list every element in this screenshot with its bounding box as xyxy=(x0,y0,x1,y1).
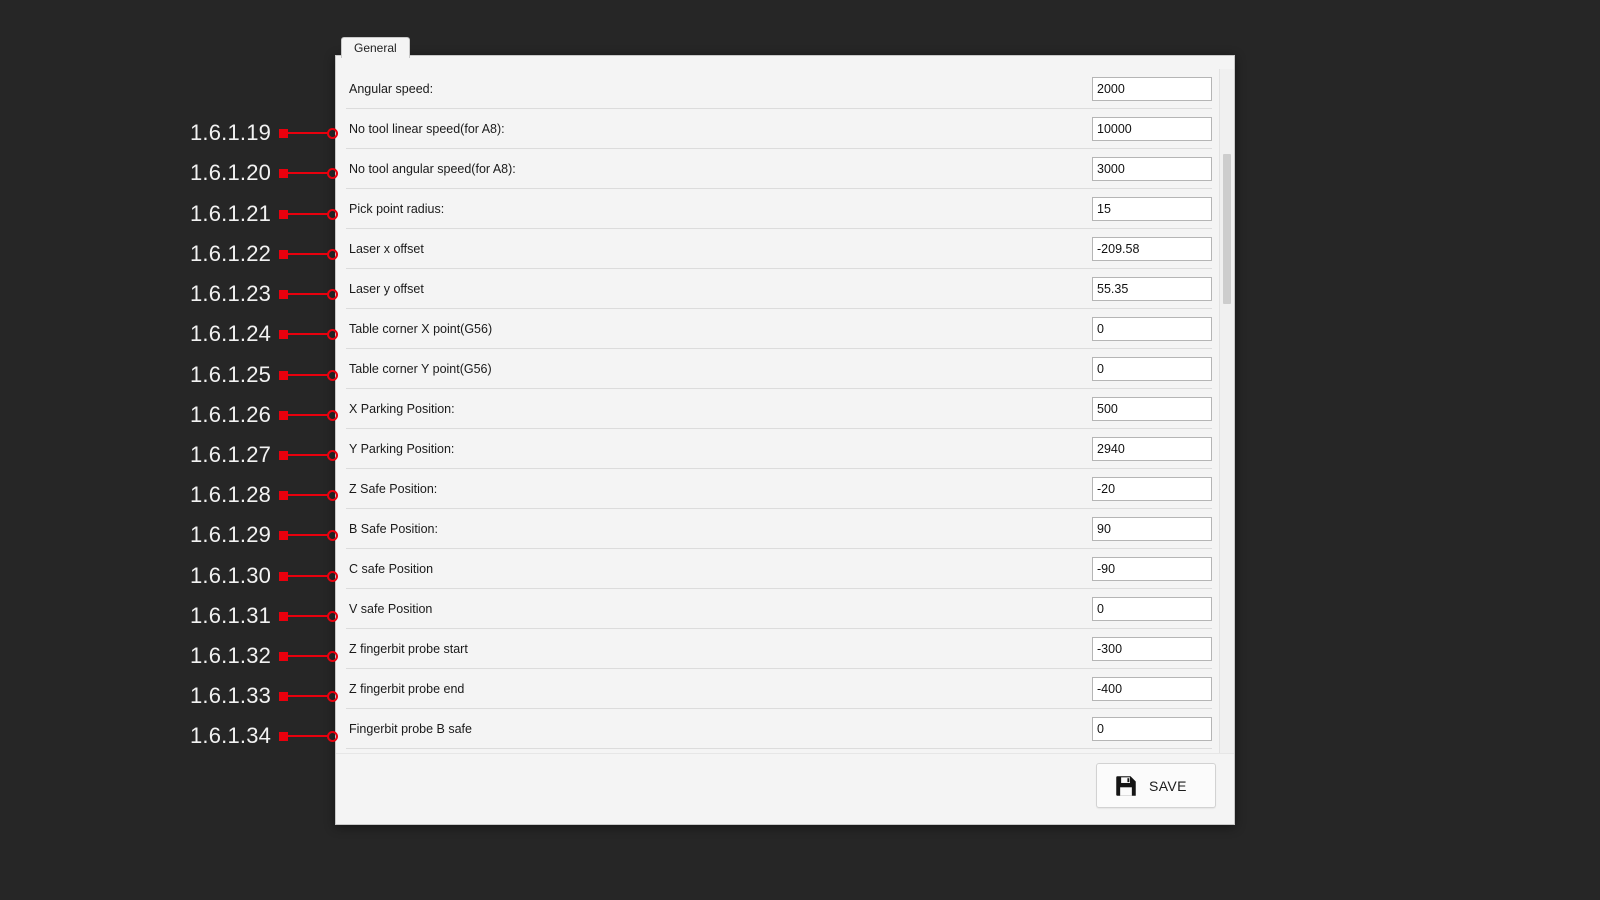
callout-marker-circle xyxy=(327,249,338,260)
setting-value-input[interactable] xyxy=(1092,477,1212,501)
callout-label: 1.6.1.23 xyxy=(190,281,272,306)
callout-marker-square xyxy=(279,411,288,420)
callout-connector-line xyxy=(288,695,328,697)
callout-marker-circle xyxy=(327,490,338,501)
scrollbar-thumb[interactable] xyxy=(1223,154,1231,304)
setting-value-input[interactable] xyxy=(1092,357,1212,381)
callout-marker-circle xyxy=(327,289,338,300)
callout-label: 1.6.1.29 xyxy=(190,522,272,547)
setting-label: Z Safe Position: xyxy=(349,481,438,496)
setting-value-input[interactable] xyxy=(1092,637,1212,661)
callout-marker-square xyxy=(279,290,288,299)
callout xyxy=(190,200,338,228)
callout-connector-line xyxy=(288,735,328,737)
setting-label: Z fingerbit probe end xyxy=(349,681,465,696)
callout xyxy=(190,401,338,429)
settings-window xyxy=(335,41,1235,825)
setting-value-input[interactable] xyxy=(1092,117,1212,141)
setting-value-input[interactable] xyxy=(1092,397,1212,421)
callout-connector-line xyxy=(288,253,328,255)
setting-value-input[interactable] xyxy=(1092,717,1212,741)
callout xyxy=(190,280,338,308)
setting-value-input[interactable] xyxy=(1092,437,1212,461)
setting-value-input[interactable] xyxy=(1092,197,1212,221)
setting-row xyxy=(346,549,1212,589)
floppy-disk-icon xyxy=(1113,773,1139,799)
callout-label: 1.6.1.31 xyxy=(190,603,272,628)
settings-list xyxy=(336,69,1234,749)
callout xyxy=(190,240,338,268)
setting-label: Table corner X point(G56) xyxy=(349,321,493,336)
callout-label: 1.6.1.33 xyxy=(190,683,272,708)
callout-marker-square xyxy=(279,169,288,178)
callout-marker-circle xyxy=(327,691,338,702)
callout-label: 1.6.1.27 xyxy=(190,442,272,467)
setting-row xyxy=(346,709,1212,749)
setting-row xyxy=(346,669,1212,709)
setting-row xyxy=(346,389,1212,429)
callout-marker-square xyxy=(279,371,288,380)
save-button[interactable] xyxy=(1096,763,1216,808)
setting-label: Laser x offset xyxy=(349,241,424,256)
callout-marker-circle xyxy=(327,410,338,421)
callout-connector-line xyxy=(288,575,328,577)
setting-label: X Parking Position: xyxy=(349,401,455,416)
setting-value-input[interactable] xyxy=(1092,317,1212,341)
setting-row xyxy=(346,189,1212,229)
callout-marker-square xyxy=(279,491,288,500)
tab-general-label: General xyxy=(354,41,397,55)
setting-value-input[interactable] xyxy=(1092,597,1212,621)
setting-label: C safe Position xyxy=(349,561,434,576)
setting-row xyxy=(346,229,1212,269)
setting-row xyxy=(346,69,1212,109)
settings-scroll-area[interactable] xyxy=(336,69,1234,754)
callout-label: 1.6.1.22 xyxy=(190,241,272,266)
callout-marker-circle xyxy=(327,450,338,461)
callout-label: 1.6.1.28 xyxy=(190,482,272,507)
callout xyxy=(190,441,338,469)
callout-marker-square xyxy=(279,692,288,701)
setting-label: Z fingerbit probe start xyxy=(349,641,468,656)
callout-connector-line xyxy=(288,494,328,496)
callout xyxy=(190,320,338,348)
setting-value-input[interactable] xyxy=(1092,557,1212,581)
callout-connector-line xyxy=(288,132,328,134)
callout-marker-square xyxy=(279,330,288,339)
setting-value-input[interactable] xyxy=(1092,157,1212,181)
callout-marker-circle xyxy=(327,731,338,742)
callout xyxy=(190,521,338,549)
setting-value-input[interactable] xyxy=(1092,77,1212,101)
setting-label: Pick point radius: xyxy=(349,201,445,216)
callout-connector-line xyxy=(288,655,328,657)
callout-marker-square xyxy=(279,652,288,661)
setting-row xyxy=(346,589,1212,629)
setting-row xyxy=(346,309,1212,349)
annotation-layer xyxy=(0,0,360,900)
callout xyxy=(190,159,338,187)
callout-label: 1.6.1.21 xyxy=(190,201,272,226)
setting-label: B Safe Position: xyxy=(349,521,438,536)
setting-label: Y Parking Position: xyxy=(349,441,455,456)
callout-marker-circle xyxy=(327,128,338,139)
callout-label: 1.6.1.24 xyxy=(190,321,272,346)
callout-marker-square xyxy=(279,210,288,219)
callout-marker-square xyxy=(279,250,288,259)
callout-connector-line xyxy=(288,172,328,174)
callout-marker-circle xyxy=(327,168,338,179)
setting-row xyxy=(346,509,1212,549)
callout-marker-square xyxy=(279,732,288,741)
setting-row xyxy=(346,349,1212,389)
setting-label: Laser y offset xyxy=(349,281,424,296)
callout-marker-square xyxy=(279,531,288,540)
setting-label: V safe Position xyxy=(349,601,433,616)
callout-connector-line xyxy=(288,414,328,416)
setting-label: Angular speed: xyxy=(349,81,434,96)
callout-label: 1.6.1.30 xyxy=(190,563,272,588)
callout-marker-circle xyxy=(327,651,338,662)
callout-marker-circle xyxy=(327,611,338,622)
callout-connector-line xyxy=(288,534,328,536)
callout-marker-circle xyxy=(327,209,338,220)
callout-label: 1.6.1.20 xyxy=(190,160,272,185)
window-footer xyxy=(336,753,1234,824)
callout xyxy=(190,119,338,147)
callout-label: 1.6.1.32 xyxy=(190,643,272,668)
setting-label: Table corner Y point(G56) xyxy=(349,361,492,376)
callout-connector-line xyxy=(288,293,328,295)
callout xyxy=(190,562,338,590)
callout-label: 1.6.1.25 xyxy=(190,362,272,387)
callout-marker-square xyxy=(279,612,288,621)
callout-marker-square xyxy=(279,129,288,138)
callout xyxy=(190,682,338,710)
callout-label: 1.6.1.34 xyxy=(190,723,272,748)
setting-row xyxy=(346,269,1212,309)
setting-value-input[interactable] xyxy=(1092,237,1212,261)
callout-marker-square xyxy=(279,451,288,460)
callout xyxy=(190,602,338,630)
callout-connector-line xyxy=(288,213,328,215)
callout-connector-line xyxy=(288,333,328,335)
save-button-label: SAVE xyxy=(1149,777,1187,794)
setting-row xyxy=(346,469,1212,509)
callout-label: 1.6.1.26 xyxy=(190,402,272,427)
callout-marker-circle xyxy=(327,530,338,541)
setting-value-input[interactable] xyxy=(1092,677,1212,701)
setting-row xyxy=(346,109,1212,149)
callout-connector-line xyxy=(288,454,328,456)
callout-connector-line xyxy=(288,615,328,617)
setting-row xyxy=(346,629,1212,669)
callout xyxy=(190,361,338,389)
callout-marker-circle xyxy=(327,370,338,381)
setting-label: Fingerbit probe B safe xyxy=(349,721,472,736)
setting-row xyxy=(346,149,1212,189)
setting-row xyxy=(346,429,1212,469)
setting-value-input[interactable] xyxy=(1092,277,1212,301)
callout xyxy=(190,722,338,750)
callout-marker-circle xyxy=(327,571,338,582)
callout-marker-circle xyxy=(327,329,338,340)
callout-label: 1.6.1.19 xyxy=(190,120,272,145)
callout-connector-line xyxy=(288,374,328,376)
setting-label: No tool angular speed(for A8): xyxy=(349,161,516,176)
callout xyxy=(190,481,338,509)
setting-label: No tool linear speed(for A8): xyxy=(349,121,505,136)
callout xyxy=(190,642,338,670)
callout-marker-square xyxy=(279,572,288,581)
vertical-scrollbar[interactable] xyxy=(1219,69,1234,754)
setting-value-input[interactable] xyxy=(1092,517,1212,541)
